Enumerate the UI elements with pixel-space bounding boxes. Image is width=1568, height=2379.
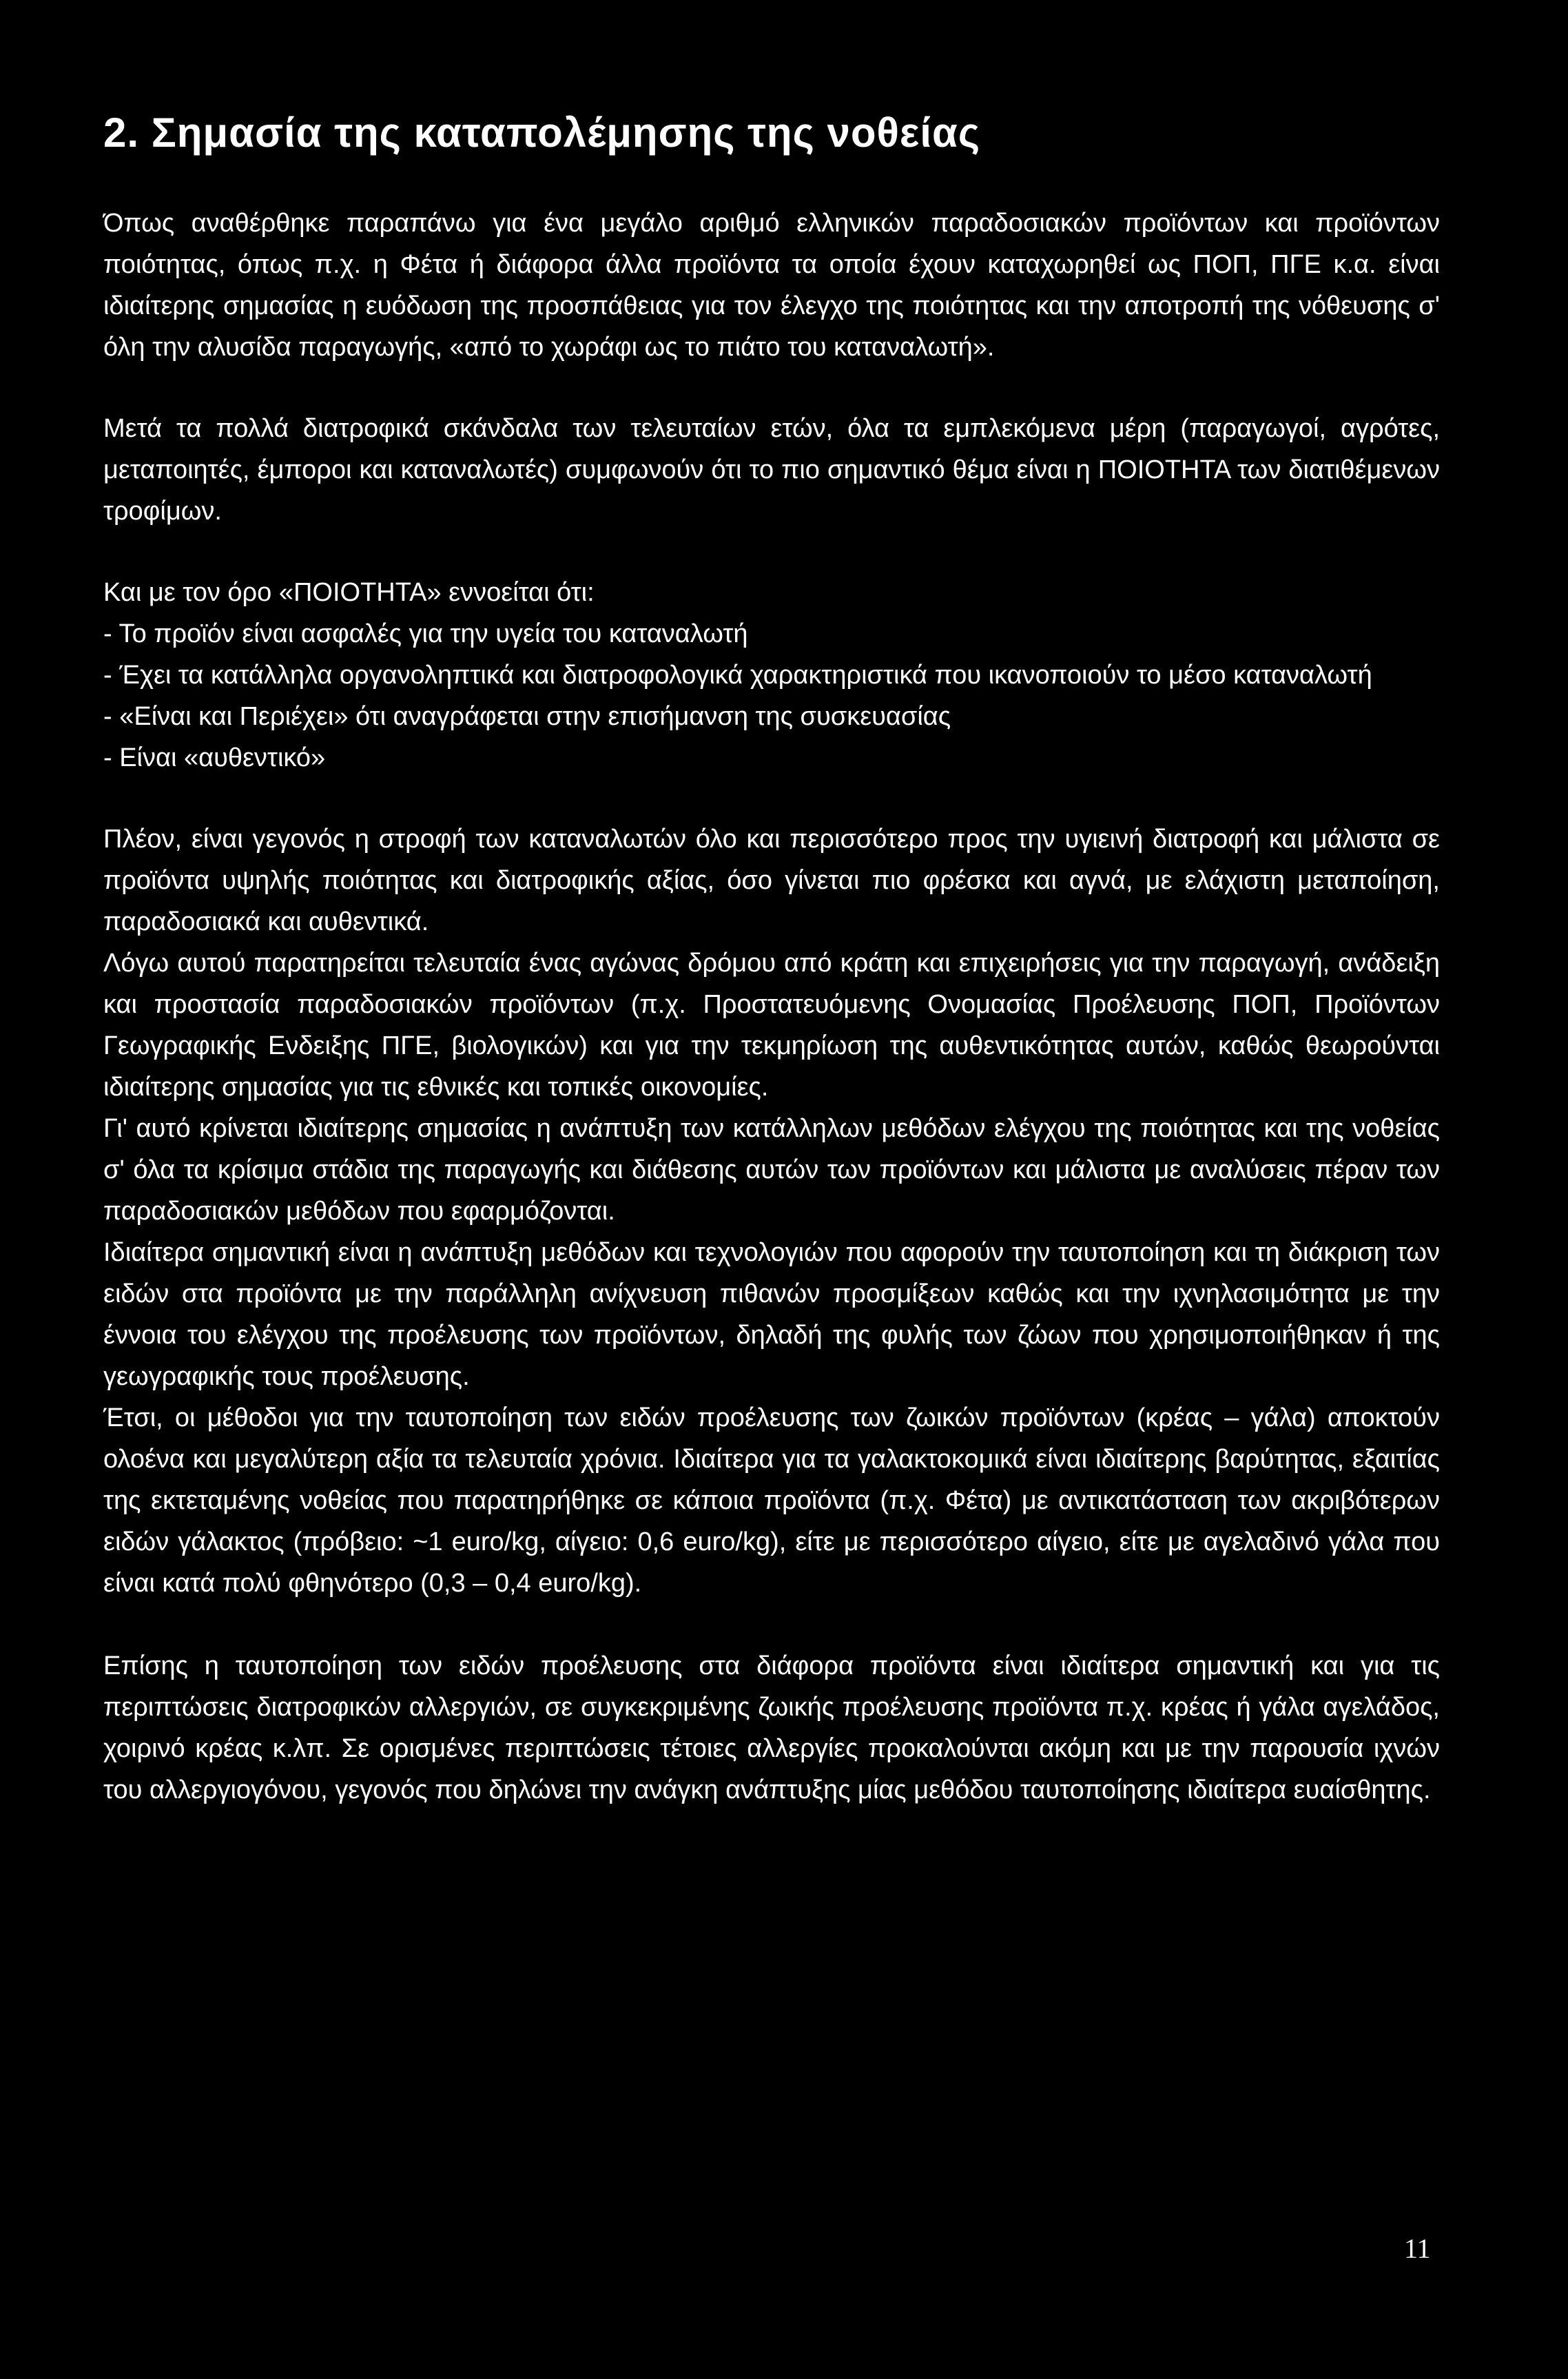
quality-item: - Το προϊόν είναι ασφαλές για την υγεία του καταναλωτή <box>103 619 748 648</box>
body-paragraph: Γι' αυτό κρίνεται ιδιαίτερης σημασίας η ανάπτυξη των κατάλληλων μεθόδων ελέγχου της ποιότητας και της νοθείας σ' όλα τα κρίσιμα στάδια της παραγωγής και διάθεσης αυτών των προϊόντων και μάλιστα με αναλύσεις πέραν των παραδοσιακών μεθόδων που εφαρμόζονται. <box>103 1114 1440 1226</box>
quality-item: - Έχει τα κατάλληλα οργανοληπτικά και διατροφολογικά χαρακτηριστικά που ικανοποιούν το μέσο καταναλωτή <box>103 661 1372 690</box>
section-heading: 2. Σημασία της καταπολέμησης της νοθείας <box>103 110 981 156</box>
quality-item: - Είναι «αυθεντικό» <box>103 743 326 772</box>
quality-intro: Και με τον όρο «ΠΟΙΟΤΗΤΑ» εννοείται ότι: <box>103 578 595 607</box>
page-number: 11 <box>1404 2233 1431 2264</box>
scandals-paragraph: Μετά τα πολλά διατροφικά σκάνδαλα των τελευταίων ετών, όλα τα εμπλεκόμενα μέρη (παραγωγοί, αγρότες, μεταποιητές, έμποροι και καταναλωτές) συμφωνούν ότι το πιο σημαντικό θέμα είναι η ΠΟΙΟΤΗΤΑ των διατιθέμενων τροφίμων. <box>103 414 1440 526</box>
body-paragraph: Λόγω αυτού παρατηρείται τελευταία ένας αγώνας δρόμου από κράτη και επιχειρήσεις για την παραγωγή, ανάδειξη και προστασία παραδοσιακών προϊόντων (π.χ. Προστατευόμενης Ονομασίας Προέλευσης ΠΟΠ, Προϊόντων Γεωγραφικής Ενδειξης ΠΓΕ, βιολογικών) και για την τεκμηρίωση της αυθεντικότητας αυτών, καθώς θεωρούνται ιδιαίτερης σημασίας για τις εθνικές και τοπικές οικονομίες. <box>103 949 1440 1102</box>
body-paragraph: Ιδιαίτερα σημαντική είναι η ανάπτυξη μεθόδων και τεχνολογιών που αφορούν την ταυτοποίηση και τη διάκριση των ειδών στα προϊόντα με την παράλληλη ανίχνευση πιθανών προσμίξεων καθώς και την ιχνηλασιμότητα με την έννοια του ελέγχου της προέλευσης των προϊόντων, δηλαδή της φυλής των ζώων που χρησιμοποιήθηκαν ή της γεωγραφικής τους προέλευσης. <box>103 1238 1440 1391</box>
body-paragraph: Πλέον, είναι γεγονός η στροφή των καταναλωτών όλο και περισσότερο προς την υγιεινή διατροφή και μάλιστα σε προϊόντα υψηλής ποιότητας και διατροφικής αξίας, όσο γίνεται πιο φρέσκα και αγνά, με ελάχιστη μεταποίηση, παραδοσιακά και αυθεντικά. <box>103 825 1440 936</box>
body-paragraph: Έτσι, οι μέθοδοι για την ταυτοποίηση των ειδών προέλευσης των ζωικών προϊόντων (κρέας – γάλα) αποκτούν ολοένα και μεγαλύτερη αξία τα τελευταία χρόνια. Ιδιαίτερα για τα γαλακτοκομικά είναι ιδιαίτερης βαρύτητας, εξαιτίας της εκτεταμένης νοθείας που παρατηρήθηκε σε κάποια προϊόντα (π.χ. Φέτα) με αντικατάσταση των ακριβότερων ειδών γάλακτος (πρόβειο: ~1 euro/kg, αίγειο: 0,6 euro/kg), είτε με περισσότερο αίγειο, είτε με αγελαδινό γάλα που είναι κατά πολύ φθηνότερο (0,3 – 0,4 euro/kg). <box>103 1403 1440 1598</box>
document-page <box>103 110 1440 1811</box>
intro-paragraph: Όπως αναθέρθηκε παραπάνω για ένα μεγάλο αριθμό ελληνικών παραδοσιακών προϊόντων και προϊόντων ποιότητας, όπως π.χ. η Φέτα ή διάφορα άλλα προϊόντα τα οποία έχουν καταχωρηθεί ως ΠΟΠ, ΠΓΕ κ.α. είναι ιδιαίτερης σημασίας η ευόδωση της προσπάθειας για τον έλεγχο της ποιότητας και την αποτροπή της νόθευσης σ' όλη την αλυσίδα παραγωγής, «από το χωράφι ως το πιάτο του καταναλωτή». <box>103 209 1440 362</box>
quality-item: - «Είναι και Περιέχει» ότι αναγράφεται στην επισήμανση της συσκευασίας <box>103 702 951 731</box>
closing-paragraph: Επίσης η ταυτοποίηση των ειδών προέλευσης στα διάφορα προϊόντα είναι ιδιαίτερα σημαντική και για τις περιπτώσεις διατροφικών αλλεργιών, σε συγκεκριμένης ζωικής προέλευσης προϊόντα π.χ. κρέας ή γάλα αγελάδος, χοιρινό κρέας κ.λπ. Σε ορισμένες περιπτώσεις τέτοιες αλλεργίες προκαλούνται ακόμη και με την παρουσία ιχνών του αλλεργιογόνου, γεγονός που δηλώνει την ανάγκη ανάπτυξης μίας μεθόδου ταυτοποίησης ιδιαίτερα ευαίσθητης. <box>103 1651 1440 1804</box>
